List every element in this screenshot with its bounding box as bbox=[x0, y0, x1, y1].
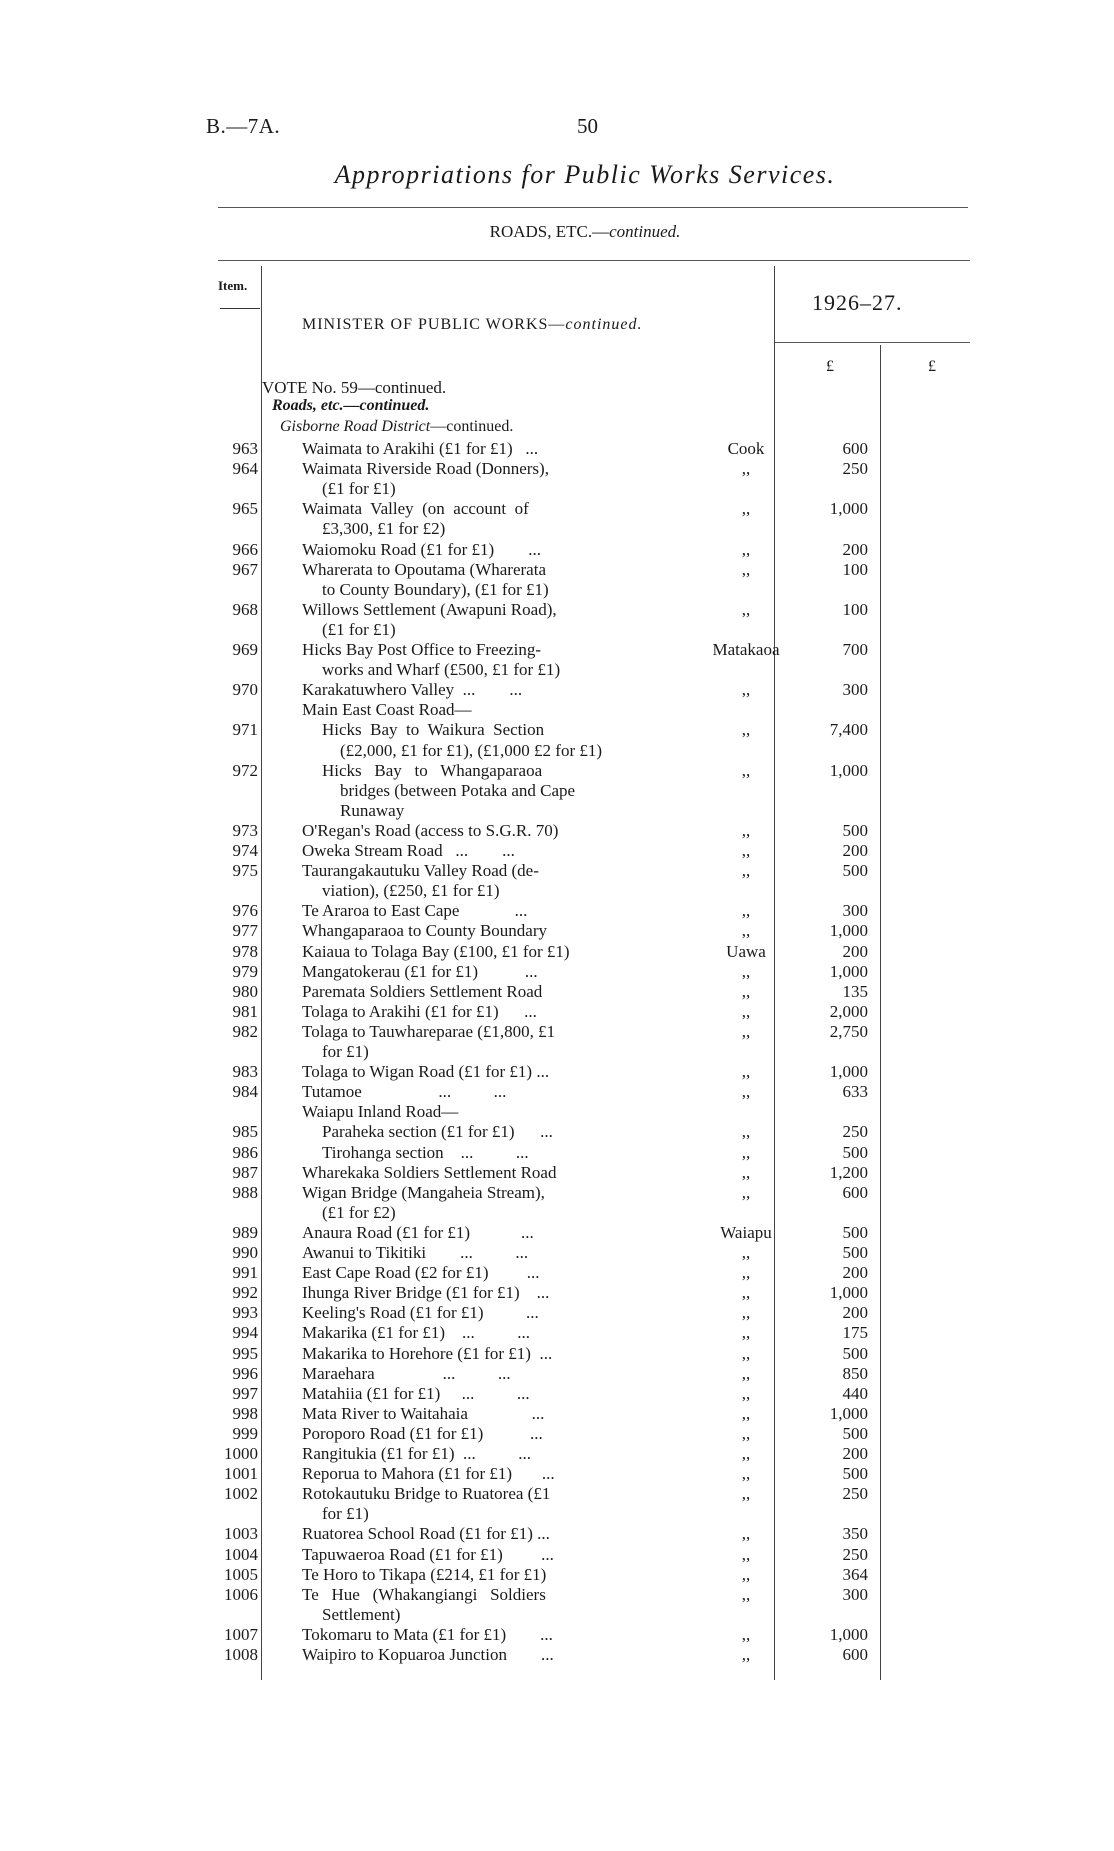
county-name: ,, bbox=[741, 861, 751, 881]
table-row bbox=[0, 620, 1114, 640]
table-row bbox=[0, 1464, 1114, 1484]
amount-value: 300 bbox=[842, 680, 868, 700]
table-row bbox=[0, 680, 1114, 700]
county-name: ,, bbox=[741, 1624, 751, 1644]
item-number: 988 bbox=[232, 1182, 258, 1202]
table-row bbox=[0, 1203, 1114, 1223]
table-row bbox=[0, 479, 1114, 499]
item-description: for £1) bbox=[322, 1504, 369, 1524]
table-row bbox=[0, 640, 1114, 660]
vote-line: VOTE No. 59—continued. bbox=[262, 378, 447, 397]
table-row bbox=[0, 519, 1114, 539]
county-name: ,, bbox=[741, 820, 751, 840]
county-name: Waiapu bbox=[720, 1222, 772, 1242]
county-name: Matakaoa bbox=[712, 640, 780, 659]
county-name: ,, bbox=[741, 1082, 751, 1102]
amount-value: 1,000 bbox=[829, 961, 868, 981]
item-description: Hicks Bay to Waikura Section bbox=[322, 720, 545, 740]
section-main: ROADS, ETC.— bbox=[489, 222, 610, 241]
item-number: 996 bbox=[232, 1363, 258, 1383]
table-row bbox=[0, 1424, 1114, 1444]
table-row bbox=[0, 439, 1114, 459]
table-top-rule bbox=[218, 260, 970, 261]
item-description: (£1 for £1) bbox=[322, 479, 396, 499]
item-number: 1000 bbox=[224, 1444, 258, 1463]
table-row bbox=[0, 1484, 1114, 1504]
item-description: Kaiaua to Tolaga Bay (£100, £1 for £1) bbox=[302, 941, 570, 961]
item-description: Wharerata to Opoutama (Wharerata bbox=[302, 559, 546, 579]
amount-value: 1,000 bbox=[829, 921, 868, 941]
item-description: Tolaga to Wigan Road (£1 for £1) ... bbox=[302, 1062, 550, 1082]
county-name: ,, bbox=[741, 1182, 751, 1202]
item-number: 998 bbox=[232, 1403, 258, 1423]
amount-value: 633 bbox=[842, 1082, 868, 1102]
amount-value: 7,400 bbox=[829, 720, 868, 740]
county-name: ,, bbox=[741, 1645, 751, 1664]
item-description: Tokomaru to Mata (£1 for £1) ... bbox=[302, 1624, 553, 1644]
item-description: Waimata to Arakihi (£1 for £1) ... bbox=[302, 439, 539, 458]
item-description: Paremata Soldiers Settlement Road bbox=[302, 981, 543, 1001]
amount-value: 2,000 bbox=[829, 1001, 868, 1021]
amount-value: 700 bbox=[842, 640, 868, 659]
amount-value: 500 bbox=[842, 1464, 868, 1484]
table-row bbox=[0, 982, 1114, 1002]
minister-main: MINISTER OF PUBLIC WORKS— bbox=[302, 316, 566, 333]
title-rule bbox=[218, 207, 968, 208]
item-description: Oweka Stream Road ... ... bbox=[302, 841, 515, 860]
table-row bbox=[0, 1042, 1114, 1062]
amount-value: 500 bbox=[842, 1343, 868, 1363]
item-description: Runaway bbox=[340, 800, 405, 820]
table-row bbox=[0, 1344, 1114, 1364]
county-name: ,, bbox=[741, 1403, 751, 1423]
item-description: Wharekaka Soldiers Settlement Road bbox=[302, 1162, 557, 1182]
table-row bbox=[0, 801, 1114, 821]
amount-value: 1,000 bbox=[829, 1062, 868, 1082]
county-name: ,, bbox=[741, 459, 751, 479]
item-description: Tirohanga section ... ... bbox=[322, 1142, 529, 1162]
table-row bbox=[0, 720, 1114, 740]
amount-value: 500 bbox=[842, 1222, 868, 1242]
item-description: Settlement) bbox=[322, 1604, 401, 1624]
county-name: ,, bbox=[741, 559, 751, 579]
item-number: 975 bbox=[232, 861, 258, 881]
table-row bbox=[0, 741, 1114, 761]
item-description: for £1) bbox=[322, 1042, 369, 1061]
table-row bbox=[0, 660, 1114, 680]
amount-value: 440 bbox=[842, 1383, 868, 1403]
table-row bbox=[0, 1223, 1114, 1243]
amount-value: 1,200 bbox=[829, 1162, 868, 1182]
table-row bbox=[0, 781, 1114, 801]
table-row bbox=[0, 761, 1114, 781]
table-row bbox=[0, 499, 1114, 519]
county-name: ,, bbox=[741, 1142, 751, 1162]
table-row bbox=[0, 1524, 1114, 1544]
item-description: Mata River to Waitahaia ... bbox=[302, 1403, 545, 1423]
amount-value: 200 bbox=[842, 1303, 868, 1323]
table-row bbox=[0, 881, 1114, 901]
table-row bbox=[0, 841, 1114, 861]
item-number: 987 bbox=[232, 1162, 258, 1182]
section-continued: continued. bbox=[609, 222, 681, 241]
district-continued: —continued. bbox=[430, 418, 514, 435]
table-row bbox=[0, 1002, 1114, 1022]
table-row bbox=[0, 1102, 1114, 1122]
table-row bbox=[0, 1545, 1114, 1565]
amount-value: 500 bbox=[842, 1243, 868, 1262]
item-description: Rotokautuku Bridge to Ruatorea (£1 bbox=[302, 1484, 551, 1504]
minister-continued: continued. bbox=[565, 316, 643, 333]
amount-value: 200 bbox=[842, 841, 868, 860]
amount-value: 300 bbox=[842, 1584, 868, 1604]
county-name: ,, bbox=[741, 1263, 751, 1283]
county-name: ,, bbox=[741, 1484, 751, 1504]
table-row bbox=[0, 921, 1114, 941]
item-description: Waipiro to Kopuaroa Junction ... bbox=[302, 1645, 554, 1664]
county-name: ,, bbox=[741, 1162, 751, 1182]
item-description: Main East Coast Road— bbox=[302, 700, 472, 720]
county-name: Uawa bbox=[726, 941, 766, 961]
county-name: ,, bbox=[741, 1464, 751, 1484]
item-description: Anaura Road (£1 for £1) ... bbox=[302, 1222, 534, 1242]
item-number: 969 bbox=[232, 640, 258, 659]
item-description: Waiomoku Road (£1 for £1) ... bbox=[302, 539, 541, 559]
item-description: (£1 for £1) bbox=[322, 619, 396, 639]
county-name: ,, bbox=[741, 1122, 751, 1142]
page-number: 50 bbox=[577, 114, 598, 138]
county-name: ,, bbox=[741, 539, 751, 559]
amount-value: 250 bbox=[842, 1544, 868, 1564]
table-row bbox=[0, 1364, 1114, 1384]
item-number: 1008 bbox=[224, 1645, 258, 1664]
table-row bbox=[0, 1565, 1114, 1585]
table-row bbox=[0, 942, 1114, 962]
table-row bbox=[0, 1062, 1114, 1082]
page-title: Appropriations for Public Works Services. bbox=[334, 160, 836, 189]
item-description: Tapuwaeroa Road (£1 for £1) ... bbox=[302, 1544, 554, 1564]
amount-value: 135 bbox=[842, 981, 868, 1001]
table-row bbox=[0, 1263, 1114, 1283]
table-row bbox=[0, 540, 1114, 560]
amount-value: 200 bbox=[842, 1444, 868, 1463]
item-description: Te Hue (Whakangiangi Soldiers bbox=[302, 1584, 546, 1604]
item-number: 981 bbox=[232, 1001, 258, 1021]
item-number: 993 bbox=[232, 1303, 258, 1323]
item-number: 1002 bbox=[224, 1484, 258, 1504]
amount-value: 200 bbox=[842, 1263, 868, 1283]
item-description: Waimata Valley (on account of bbox=[302, 499, 529, 519]
county-name: ,, bbox=[741, 1524, 751, 1544]
item-description: Paraheka section (£1 for £1) ... bbox=[322, 1122, 553, 1142]
item-number: 1006 bbox=[224, 1584, 258, 1604]
amount-value: 1,000 bbox=[829, 1624, 868, 1644]
table-row bbox=[0, 1183, 1114, 1203]
table-row bbox=[0, 1303, 1114, 1323]
table-row bbox=[0, 1404, 1114, 1424]
item-number: 997 bbox=[232, 1383, 258, 1403]
amount-value: 600 bbox=[842, 1645, 868, 1664]
county-name: ,, bbox=[741, 760, 751, 780]
table-row bbox=[0, 580, 1114, 600]
table-row bbox=[0, 459, 1114, 479]
county-name: ,, bbox=[741, 1021, 751, 1041]
table-row bbox=[0, 962, 1114, 982]
county-name: ,, bbox=[741, 1363, 751, 1383]
item-number: 999 bbox=[232, 1423, 258, 1443]
amount-value: 2,750 bbox=[829, 1021, 868, 1041]
item-number: 966 bbox=[232, 539, 258, 559]
item-description: Poroporo Road (£1 for £1) ... bbox=[302, 1423, 543, 1443]
item-number: 973 bbox=[232, 820, 258, 840]
item-description: Hicks Bay to Whangaparaoa bbox=[322, 760, 543, 780]
county-name: ,, bbox=[741, 499, 751, 519]
county-name: ,, bbox=[741, 1444, 751, 1463]
item-description: Wigan Bridge (Mangaheia Stream), bbox=[302, 1182, 545, 1202]
amount-value: 250 bbox=[842, 1122, 868, 1142]
item-number: 983 bbox=[232, 1062, 258, 1082]
item-number: 967 bbox=[232, 559, 258, 579]
table-row bbox=[0, 1163, 1114, 1183]
minister-heading bbox=[302, 316, 643, 334]
item-number: 963 bbox=[232, 439, 258, 458]
county-name: ,, bbox=[741, 1584, 751, 1604]
item-number: 1003 bbox=[224, 1524, 258, 1544]
amount-value: 175 bbox=[842, 1323, 868, 1343]
county-name: ,, bbox=[741, 1343, 751, 1363]
item-number: 970 bbox=[232, 680, 258, 700]
item-description: Maraehara ... ... bbox=[302, 1363, 511, 1383]
amount-value: 500 bbox=[842, 861, 868, 881]
district-heading bbox=[280, 418, 513, 436]
item-description: £3,300, £1 for £2) bbox=[322, 519, 446, 539]
amount-value: 1,000 bbox=[829, 760, 868, 780]
item-description: to County Boundary), (£1 for £1) bbox=[322, 579, 549, 599]
table-row bbox=[0, 821, 1114, 841]
county-name: ,, bbox=[741, 1323, 751, 1343]
item-description: Awanui to Tikitiki ... ... bbox=[302, 1243, 529, 1262]
item-number: 976 bbox=[232, 901, 258, 921]
amount-value: 500 bbox=[842, 820, 868, 840]
item-description: O'Regan's Road (access to S.G.R. 70) bbox=[302, 820, 559, 840]
item-description: Ihunga River Bridge (£1 for £1) ... bbox=[302, 1283, 550, 1303]
table-row bbox=[0, 1243, 1114, 1263]
item-description: (£2,000, £1 for £1), (£1,000 £2 for £1) bbox=[340, 740, 603, 760]
county-name: ,, bbox=[741, 1062, 751, 1082]
table-row bbox=[0, 1444, 1114, 1464]
county-name: ,, bbox=[741, 841, 751, 860]
county-name: ,, bbox=[741, 1283, 751, 1303]
item-number: 982 bbox=[232, 1021, 258, 1041]
county-name: ,, bbox=[741, 901, 751, 921]
item-description: works and Wharf (£500, £1 for £1) bbox=[322, 660, 561, 680]
table-row bbox=[0, 1143, 1114, 1163]
item-description: Makarika (£1 for £1) ... ... bbox=[302, 1323, 531, 1343]
table-row bbox=[0, 1323, 1114, 1343]
item-description: (£1 for £2) bbox=[322, 1202, 396, 1222]
table-row bbox=[0, 700, 1114, 720]
item-number: 1007 bbox=[224, 1624, 258, 1644]
item-number: 977 bbox=[232, 921, 258, 941]
item-description: Mangatokerau (£1 for £1) ... bbox=[302, 961, 538, 981]
amount-value: 350 bbox=[842, 1524, 868, 1544]
table-row bbox=[0, 901, 1114, 921]
amount-value: 250 bbox=[842, 459, 868, 479]
item-number: 972 bbox=[232, 760, 258, 780]
county-name: ,, bbox=[741, 1544, 751, 1564]
amount-value: 300 bbox=[842, 901, 868, 921]
table-row bbox=[0, 560, 1114, 580]
item-description: Tolaga to Tauwhareparae (£1,800, £1 bbox=[302, 1021, 556, 1041]
amount-value: 500 bbox=[842, 1423, 868, 1443]
item-number: 994 bbox=[232, 1323, 258, 1343]
item-description: Willows Settlement (Awapuni Road), bbox=[302, 599, 557, 619]
item-number: 991 bbox=[232, 1263, 258, 1283]
table-row bbox=[0, 1022, 1114, 1042]
item-description: Ruatorea School Road (£1 for £1) ... bbox=[302, 1524, 550, 1544]
amount-value: 100 bbox=[842, 599, 868, 619]
table-row bbox=[0, 1082, 1114, 1102]
item-number: 1004 bbox=[224, 1544, 258, 1564]
amount-value: 600 bbox=[842, 439, 868, 458]
item-description: Tolaga to Arakihi (£1 for £1) ... bbox=[302, 1001, 537, 1021]
item-description: Taurangakautuku Valley Road (de- bbox=[302, 861, 539, 881]
table-row bbox=[0, 1122, 1114, 1142]
county-name: ,, bbox=[741, 720, 751, 740]
item-description: Hicks Bay Post Office to Freezing- bbox=[302, 640, 542, 659]
amount-value: 364 bbox=[842, 1564, 868, 1584]
amount-value: 1,000 bbox=[829, 499, 868, 519]
item-number: 968 bbox=[232, 599, 258, 619]
item-number: 990 bbox=[232, 1243, 258, 1262]
table-row bbox=[0, 1384, 1114, 1404]
pound-sign-2: £ bbox=[928, 358, 936, 375]
item-description: Rangitukia (£1 for £1) ... ... bbox=[302, 1444, 531, 1463]
document-id: B.—7A. bbox=[206, 114, 281, 138]
county-name: ,, bbox=[741, 680, 751, 700]
item-number: 992 bbox=[232, 1283, 258, 1303]
roads-subheading: Roads, etc.—continued. bbox=[272, 397, 430, 414]
item-number: 980 bbox=[232, 981, 258, 1001]
item-description: viation), (£250, £1 for £1) bbox=[322, 881, 500, 901]
table-row bbox=[0, 1605, 1114, 1625]
item-description: Karakatuwhero Valley ... ... bbox=[302, 680, 523, 700]
county-name: ,, bbox=[741, 981, 751, 1001]
amount-value: 250 bbox=[842, 1484, 868, 1504]
table-row bbox=[0, 1645, 1114, 1665]
item-description: Waiapu Inland Road— bbox=[302, 1102, 459, 1122]
item-description: Whangaparaoa to County Boundary bbox=[302, 921, 548, 941]
table-row bbox=[0, 1625, 1114, 1645]
county-name: ,, bbox=[741, 1001, 751, 1021]
item-header-rule bbox=[220, 308, 260, 309]
county-name: ,, bbox=[741, 921, 751, 941]
item-number: 979 bbox=[232, 961, 258, 981]
amount-value: 200 bbox=[842, 941, 868, 961]
amount-value: 1,000 bbox=[829, 1283, 868, 1303]
amount-value: 850 bbox=[842, 1363, 868, 1383]
county-name: ,, bbox=[741, 1423, 751, 1443]
item-description: Tutamoe ... ... bbox=[302, 1082, 507, 1102]
item-number: 1005 bbox=[224, 1564, 258, 1584]
item-number: 964 bbox=[232, 459, 258, 479]
item-number: 971 bbox=[232, 720, 258, 740]
amount-value: 1,000 bbox=[829, 1403, 868, 1423]
item-description: Te Horo to Tikapa (£214, £1 for £1) bbox=[302, 1564, 547, 1584]
item-number: 978 bbox=[232, 941, 258, 961]
item-number: 974 bbox=[232, 841, 258, 860]
item-number: 989 bbox=[232, 1222, 258, 1242]
county-name: ,, bbox=[741, 1383, 751, 1403]
table-row bbox=[0, 1585, 1114, 1605]
county-name: ,, bbox=[741, 599, 751, 619]
section-heading bbox=[0, 222, 1114, 242]
year-header: 1926–27. bbox=[812, 290, 903, 315]
item-description: Waimata Riverside Road (Donners), bbox=[302, 459, 549, 479]
item-description: Makarika to Horehore (£1 for £1) ... bbox=[302, 1343, 553, 1363]
item-description: Keeling's Road (£1 for £1) ... bbox=[302, 1303, 539, 1323]
county-name: Cook bbox=[727, 439, 765, 458]
item-description: Matahiia (£1 for £1) ... ... bbox=[302, 1383, 530, 1403]
item-description: East Cape Road (£2 for £1) ... bbox=[302, 1263, 540, 1283]
county-name: ,, bbox=[741, 1243, 751, 1262]
table-row bbox=[0, 1283, 1114, 1303]
item-description: Te Araroa to East Cape ... bbox=[302, 901, 528, 921]
amount-value: 100 bbox=[842, 559, 868, 579]
item-column-header: Item. bbox=[218, 278, 248, 293]
item-number: 1001 bbox=[224, 1464, 258, 1484]
year-header-rule bbox=[774, 342, 970, 343]
county-name: ,, bbox=[741, 1303, 751, 1323]
table-row bbox=[0, 1504, 1114, 1524]
amount-value: 200 bbox=[842, 539, 868, 559]
amount-value: 600 bbox=[842, 1182, 868, 1202]
amount-value: 500 bbox=[842, 1142, 868, 1162]
item-number: 985 bbox=[232, 1122, 258, 1142]
item-number: 965 bbox=[232, 499, 258, 519]
item-number: 984 bbox=[232, 1082, 258, 1102]
item-description: Reporua to Mahora (£1 for £1) ... bbox=[302, 1464, 555, 1484]
district-name: Gisborne Road District bbox=[280, 418, 431, 435]
table-row bbox=[0, 861, 1114, 881]
county-name: ,, bbox=[741, 961, 751, 981]
item-description: bridges (between Potaka and Cape bbox=[340, 780, 576, 800]
item-number: 986 bbox=[232, 1142, 258, 1162]
county-name: ,, bbox=[741, 1564, 751, 1584]
table-row bbox=[0, 600, 1114, 620]
item-number: 995 bbox=[232, 1343, 258, 1363]
pound-sign-1: £ bbox=[826, 358, 834, 375]
